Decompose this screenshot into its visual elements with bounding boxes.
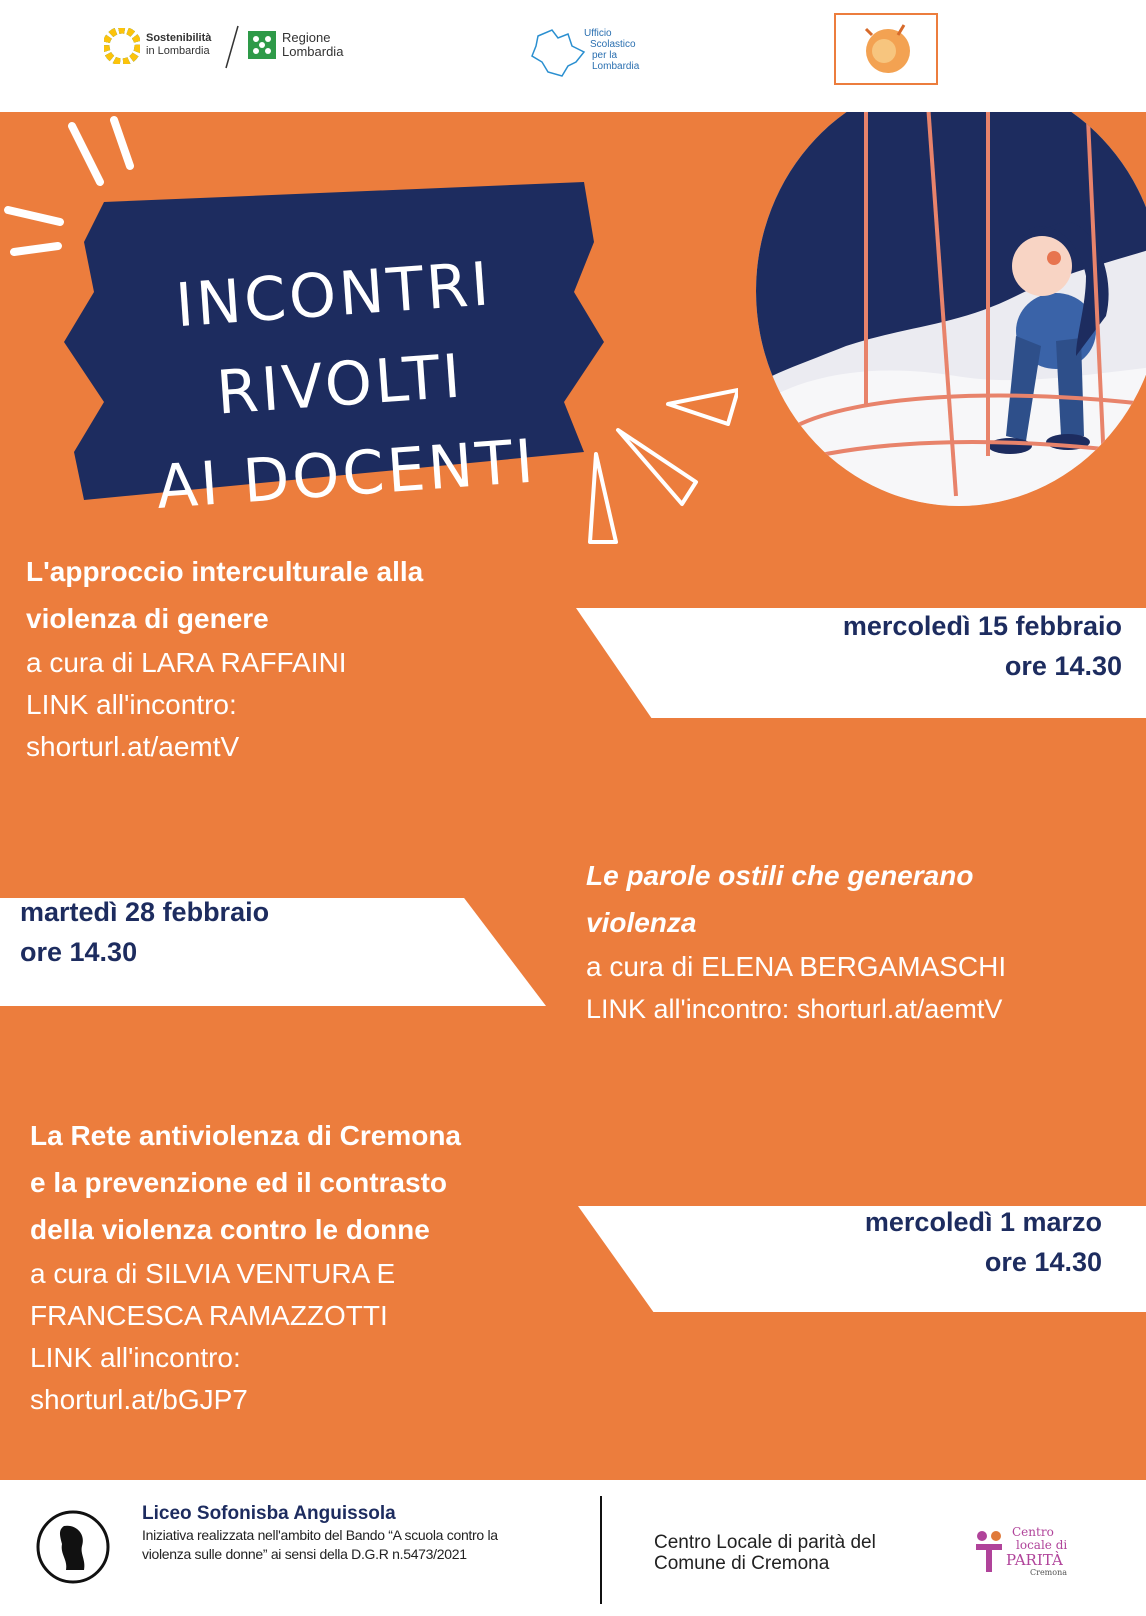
logo-regione xyxy=(282,31,343,59)
project-logo xyxy=(834,13,938,85)
regione-lombardia-icon xyxy=(248,31,276,59)
parita-logo-text xyxy=(1006,1526,1067,1577)
lion-emblem-icon xyxy=(836,15,936,83)
banner-title xyxy=(81,233,599,537)
banner-title-line1: INCONTRI RIVOLTI xyxy=(173,249,495,429)
event-3-curator-line1: a cura di SILVIA VENTURA E xyxy=(30,1258,396,1289)
event-2-datetime xyxy=(20,892,269,972)
event-2-title-line2: violenza xyxy=(586,907,697,938)
event-3-curator-line2: FRANCESCA RAMAZZOTTI xyxy=(30,1300,388,1331)
event-3-details xyxy=(30,1112,590,1421)
event-3-title-line2: e la prevenzione ed il contrasto xyxy=(30,1167,448,1198)
triangle-sparkles-icon xyxy=(578,374,738,554)
event-3-title-line3: della violenza contro le donne xyxy=(30,1214,430,1245)
parita-logo-line1: Centro xyxy=(1012,1525,1054,1539)
school-name: Liceo Sofonisba Anguissola xyxy=(142,1503,396,1524)
event-1-link-url[interactable]: shorturl.at/aemtV xyxy=(26,731,240,762)
event-2-title-line1: Le parole ostili che generano xyxy=(586,860,974,891)
event-3-link-url[interactable]: shorturl.at/bGJP7 xyxy=(30,1384,248,1415)
event-1-datetime xyxy=(843,606,1122,686)
parita-logo-line2: locale di xyxy=(1016,1538,1068,1552)
liceo-info xyxy=(142,1502,582,1564)
event-2-time: ore 14.30 xyxy=(20,937,138,967)
poster xyxy=(0,112,1146,1480)
logo-sostenibilita-line2: in Lombardia xyxy=(146,45,210,57)
logo-usr-line4: Lombardia xyxy=(592,61,640,72)
logo-sostenibilita-line1: Sostenibilità xyxy=(146,32,212,44)
logo-usr-line2: Scolastico xyxy=(590,39,636,50)
sdg-wheel-icon xyxy=(104,28,140,64)
logo-divider xyxy=(222,24,242,70)
initiative-note-line1: Iniziativa realizzata nell'ambito del Bando “A scuola contro la xyxy=(142,1527,498,1543)
logo-regione-line2: Lombardia xyxy=(282,44,344,59)
event-3-link-label: LINK all'incontro: xyxy=(30,1342,241,1373)
event-3-date: mercoledì 1 marzo xyxy=(864,1207,1102,1237)
logo-sostenibilita xyxy=(146,32,211,58)
logo-usr-line1: Ufficio xyxy=(584,28,612,39)
event-1-title-line1: L'approccio interculturale alla xyxy=(26,556,424,587)
woman-in-cage-illustration xyxy=(756,112,1146,506)
parita-logo xyxy=(972,1526,1092,1586)
lombardia-map-icon xyxy=(528,26,588,82)
banner-title-line2: AI DOCENTI xyxy=(154,426,539,523)
parita-logo-line3: PARITÀ xyxy=(1006,1551,1063,1569)
centro-line1: Centro Locale di parità del xyxy=(654,1532,876,1553)
centro-line2: Comune di Cremona xyxy=(654,1553,830,1574)
event-2-link[interactable]: LINK all'incontro: shorturl.at/aemtV xyxy=(586,994,1003,1024)
event-3-datetime xyxy=(865,1202,1102,1282)
event-2-details xyxy=(586,852,1146,1030)
event-1-link-label: LINK all'incontro: xyxy=(26,689,237,720)
footer-divider xyxy=(600,1496,602,1604)
parita-logo-line4: Cremona xyxy=(1030,1568,1068,1577)
logo-regione-line1: Regione xyxy=(282,30,331,45)
woman-cage-icon xyxy=(756,112,1146,506)
header-logos xyxy=(0,0,1146,112)
initiative-note-line2: violenza sulle donne” ai sensi della D.G.R n.5473/2021 xyxy=(142,1546,467,1562)
logo-usr-line3: per la xyxy=(592,50,618,61)
event-1-time: ore 14.30 xyxy=(1004,651,1122,681)
event-1-title-line2: violenza di genere xyxy=(26,603,269,634)
event-1-curator: a cura di LARA RAFFAINI xyxy=(26,647,347,678)
event-3-title-line1: La Rete antiviolenza di Cremona xyxy=(30,1120,461,1151)
logo-usr xyxy=(584,28,639,72)
event-3-time: ore 14.30 xyxy=(984,1247,1102,1277)
event-2-curator: a cura di ELENA BERGAMASCHI xyxy=(586,951,1007,982)
parita-symbol-icon xyxy=(972,1530,1006,1574)
liceo-emblem-icon xyxy=(36,1510,110,1584)
centro-parita-text xyxy=(654,1532,876,1574)
event-2-date: martedì 28 febbraio xyxy=(20,897,270,927)
event-1-date: mercoledì 15 febbraio xyxy=(842,611,1122,641)
footer xyxy=(0,1480,1146,1616)
event-1-details xyxy=(26,548,586,768)
